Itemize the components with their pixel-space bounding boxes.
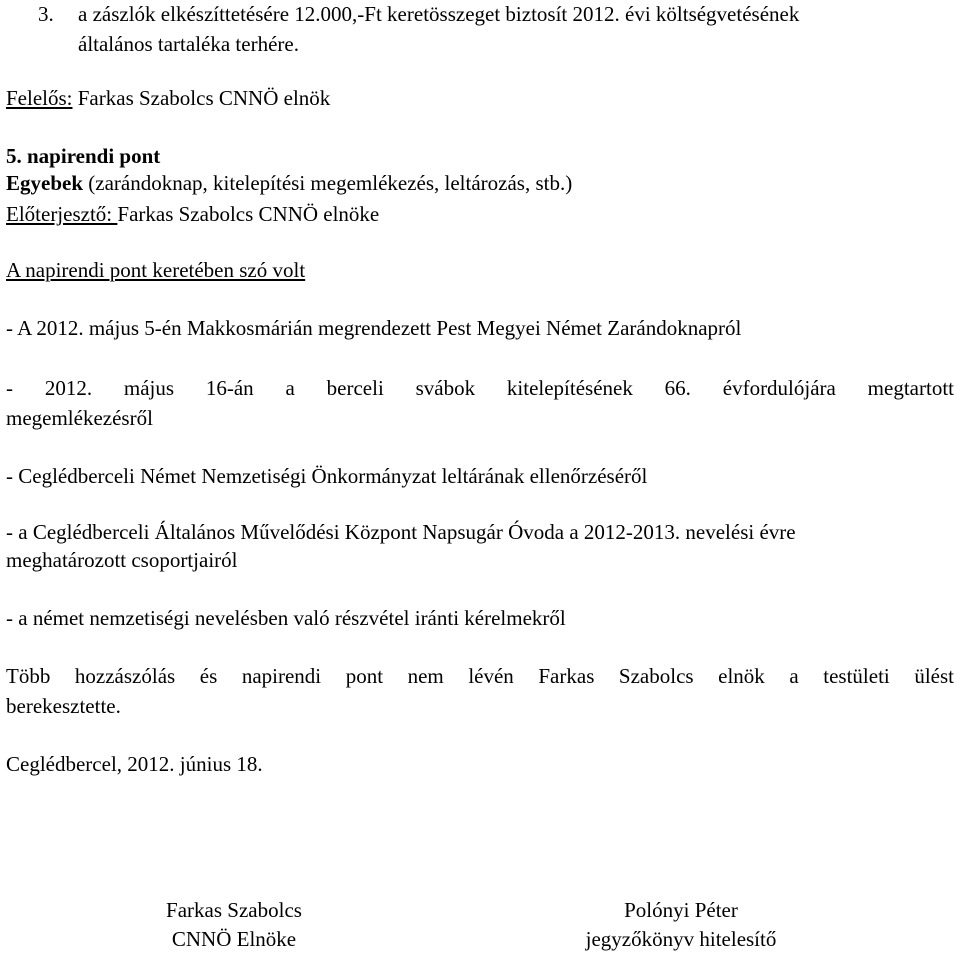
agenda-subject-rest: (zarándoknap, kitelepítési megemlékezés, leltározás, stb.) bbox=[83, 171, 573, 195]
discussion-item-2-line-2: megemlékezésről bbox=[6, 406, 153, 430]
presenter-line bbox=[6, 202, 379, 226]
place-date: Ceglédbercel, 2012. június 18. bbox=[6, 752, 263, 776]
signature-right-role: jegyzőkönyv hitelesítő bbox=[585, 927, 777, 951]
discussion-item-2-line-1: - 2012. május 16-án a berceli svábok kitelepítésének 66. évfordulójára megtartott bbox=[6, 376, 954, 400]
item-text-line-1: a zászlók elkészíttetésére 12.000,-Ft keretösszeget biztosít 2012. évi költségvetésének bbox=[78, 2, 800, 26]
agenda-title: 5. napirendi pont bbox=[6, 144, 161, 168]
discussion-item-4-line-1: - a Ceglédberceli Általános Művelődési Központ Napsugár Óvoda a 2012-2013. nevelési évre bbox=[6, 520, 796, 544]
responsible-value: Farkas Szabolcs CNNÖ elnök bbox=[72, 86, 331, 110]
closing-line-2: berekesztette. bbox=[6, 694, 121, 718]
responsible-label: Felelős: bbox=[6, 86, 73, 110]
signature-left-name: Farkas Szabolcs bbox=[166, 898, 302, 922]
signature-right-name: Polónyi Péter bbox=[624, 898, 738, 922]
agenda-subject bbox=[6, 171, 572, 195]
item-text-line-2: általános tartaléka terhére. bbox=[78, 32, 299, 56]
agenda-subject-bold: Egyebek bbox=[6, 171, 84, 195]
discussion-item-3: - Ceglédberceli Német Nemzetiségi Önkormányzat leltárának ellenőrzéséről bbox=[6, 464, 648, 488]
discussion-heading: A napirendi pont keretében szó volt bbox=[6, 258, 306, 282]
closing-line-1: Több hozzászólás és napirendi pont nem lévén Farkas Szabolcs elnök a testületi ülést bbox=[6, 664, 954, 688]
discussion-item-1: - A 2012. május 5-én Makkosmárián megrendezett Pest Megyei Német Zarándoknapról bbox=[6, 316, 742, 340]
presenter-value: Farkas Szabolcs CNNÖ elnöke bbox=[117, 202, 380, 226]
signature-left-role: CNNÖ Elnöke bbox=[171, 927, 297, 951]
responsible-line bbox=[6, 86, 330, 110]
presenter-label: Előterjesztő: bbox=[6, 202, 118, 226]
item-number: 3. bbox=[38, 2, 54, 26]
discussion-item-4-line-2: meghatározott csoportjairól bbox=[6, 548, 238, 572]
discussion-item-5: - a német nemzetiségi nevelésben való részvétel iránti kérelmekről bbox=[6, 606, 566, 630]
